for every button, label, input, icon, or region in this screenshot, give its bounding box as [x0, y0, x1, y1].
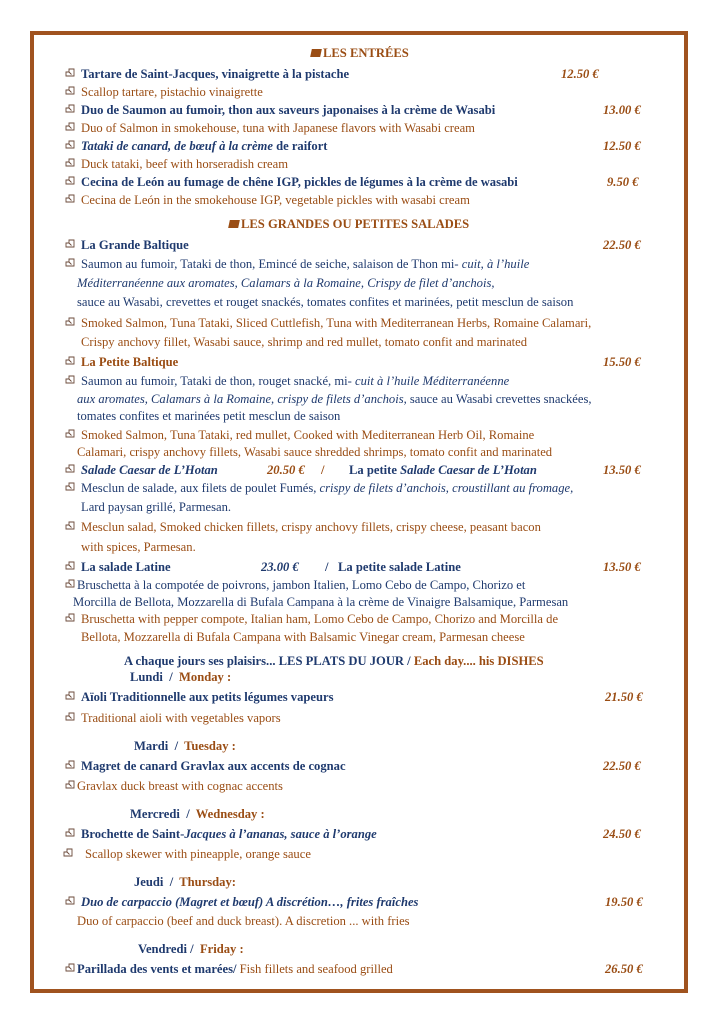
dish-translation: Duck tataki, beef with horseradish cream [81, 157, 289, 171]
menu-bullet-icon [65, 464, 75, 473]
menu-bullet-icon [65, 86, 75, 95]
dish-translation: Smoked Salmon, Tuna Tataki, Sliced Cuttlefish, Tuna with Mediterranean Herbs, Romaine Calamari, [81, 316, 592, 330]
dish-translation: Duo of Salmon in smokehouse, tuna with Japanese flavors with Wasabi cream [81, 121, 475, 135]
dish-name: La Grande Baltique [81, 238, 189, 252]
dish-name: Duo de carpaccio (Magret et bœuf) A discrétion…, frites fraîches [81, 895, 419, 909]
dish-name: Aïoli Traditionnelle aux petits légumes vapeurs [81, 690, 334, 704]
menu-bullet-icon [65, 356, 75, 365]
dish-description: Bruschetta à la compotée de poivrons, jambon Italien, Lomo Cebo de Campo, Chorizo et [77, 578, 526, 592]
menu-bullet-icon [65, 239, 75, 248]
menu-bullet-icon [65, 122, 75, 131]
menu-bullet-icon [65, 828, 75, 837]
dish-price: 21.50 € [605, 690, 643, 704]
dish-description: aux aromates, Calamars à la Romaine, crispy de filets d’anchois, sauce au Wasabi crevettes snackées, [77, 392, 592, 406]
dish-translation: Scallop tartare, pistachio vinaigrette [81, 85, 263, 99]
menu-bullet-icon [65, 760, 75, 769]
dish-translation: Duo of carpaccio (beef and duck breast). A discretion ... with fries [77, 914, 410, 928]
dish-description: tomates confites et marinées petit mesclun de saison [77, 409, 341, 423]
dish-price: 22.50 € [603, 759, 641, 773]
dish-name: Tataki de canard, de bœuf à la crème de raifort [81, 139, 328, 153]
menu-bullet-icon [65, 963, 75, 972]
dish-price: 24.50 € [603, 827, 641, 841]
dish-translation: Bruschetta with pepper compote, Italian ham, Lomo Cebo de Campo, Chorizo and Morcilla de [81, 612, 559, 626]
section-square-icon [228, 220, 240, 228]
dish-price: 13.00 € [603, 103, 641, 117]
plats-du-jour-intro: A chaque jours ses plaisirs... LES PLATS DU JOUR / Each day.... his DISHES [124, 654, 544, 668]
menu-bullet-icon [65, 691, 75, 700]
dish-name-small: La petite salade Latine [338, 560, 461, 574]
dish-translation: Traditional aioli with vegetables vapors [81, 711, 281, 725]
dish-name: La salade Latine [81, 560, 171, 574]
price-separator: / [321, 463, 325, 477]
dish-price: 19.50 € [605, 895, 643, 909]
dish-price: 12.50 € [561, 67, 599, 81]
dish-name: Brochette de Saint-Jacques à l’ananas, sauce à l’orange [81, 827, 377, 841]
dish-name: Magret de canard Gravlax aux accents de cognac [81, 759, 346, 773]
dish-translation: Gravlax duck breast with cognac accents [77, 779, 283, 793]
dish-description: sauce au Wasabi, crevettes et rouget snackés, tomates confites et marinées, petit mesclun de saison [77, 295, 574, 309]
menu-bullet-icon [65, 375, 75, 384]
dish-translation: Smoked Salmon, Tuna Tataki, red mullet, Cooked with Mediterranean Herb Oil, Romaine [81, 428, 535, 442]
day-heading: Jeudi / Thursday: [134, 875, 236, 889]
dish-name: Salade Caesar de L’Hotan [81, 463, 218, 477]
dish-price: 9.50 € [607, 175, 639, 189]
day-heading: Mercredi / Wednesday : [130, 807, 265, 821]
menu-bullet-icon [65, 561, 75, 570]
dish-translation: Mesclun salad, Smoked chicken fillets, crispy anchovy fillets, crispy cheese, peasant bacon [81, 520, 541, 534]
dish-price: 15.50 € [603, 355, 641, 369]
dish-price: 23.00 € [261, 560, 299, 574]
menu-bullet-icon [65, 712, 75, 721]
dish-description: Lard paysan grillé, Parmesan. [81, 500, 232, 514]
menu-bullet-icon [65, 158, 75, 167]
menu-bullet-icon [65, 140, 75, 149]
dish-translation: Calamari, crispy anchovy fillets, Wasabi sauce shredded shrimps, tomato confit and marinated [77, 445, 553, 459]
dish-price: 22.50 € [603, 238, 641, 252]
dish-description: Saumon au fumoir, Tataki de thon, Emincé de seiche, salaison de Thon mi- cuit, à l’huile [81, 257, 530, 271]
price-separator: / [325, 560, 329, 574]
dish-price: 26.50 € [605, 962, 643, 976]
dish-description: Mesclun de salade, aux filets de poulet Fumés, crispy de filets d’anchois, croustillant au fromage, [81, 481, 574, 495]
menu-bullet-icon [65, 521, 75, 530]
dish-name: La Petite Baltique [81, 355, 179, 369]
day-heading: Mardi / Tuesday : [134, 739, 236, 753]
dish-name: Duo de Saumon au fumoir, thon aux saveurs japonaises à la crème de Wasabi [81, 103, 496, 117]
section-title-entrees: LES ENTRÉES [311, 46, 409, 61]
menu-bullet-icon [65, 194, 75, 203]
dish-description: Saumon au fumoir, Tataki de thon, rouget snacké, mi- cuit à l’huile Méditerranéenne [81, 374, 510, 388]
dish-name-small: La petite Salade Caesar de L’Hotan [349, 463, 537, 477]
menu-bullet-icon [65, 104, 75, 113]
day-heading: Vendredi / Friday : [138, 942, 244, 956]
menu-bullet-icon [65, 68, 75, 77]
menu-bullet-icon [65, 482, 75, 491]
dish-translation: Scallop skewer with pineapple, orange sauce [85, 847, 311, 861]
dish-description: Méditerranéenne aux aromates, Calamars à la Romaine, Crispy de filet d’anchois, [77, 276, 495, 290]
menu-bullet-icon [65, 579, 75, 588]
dish-price: 20.50 € [267, 463, 305, 477]
dish-translation: with spices, Parmesan. [81, 540, 196, 554]
menu-bullet-icon [65, 429, 75, 438]
menu-bullet-icon [65, 613, 75, 622]
section-square-icon [310, 49, 322, 57]
menu-bullet-icon [63, 848, 73, 857]
menu-bullet-icon [65, 896, 75, 905]
menu-bullet-icon [65, 176, 75, 185]
section-title-salades: LES GRANDES OU PETITES SALADES [229, 217, 469, 232]
dish-name: Tartare de Saint-Jacques, vinaigrette à la pistache [81, 67, 350, 81]
dish-price: 13.50 € [603, 560, 641, 574]
dish-price: 13.50 € [603, 463, 641, 477]
dish-translation: Crispy anchovy fillet, Wasabi sauce, shrimp and red mullet, tomato confit and marinated [81, 335, 528, 349]
menu-bullet-icon [65, 258, 75, 267]
dish-name: Parillada des vents et marées/ Fish fillets and seafood grilled [77, 962, 393, 976]
dish-price: 12.50 € [603, 139, 641, 153]
dish-description: Morcilla de Bellota, Mozzarella di Bufala Campana à la crème de Vinaigre Balsamique, Parmesan [73, 595, 569, 609]
menu-bullet-icon [65, 317, 75, 326]
menu-bullet-icon [65, 780, 75, 789]
dish-translation: Bellota, Mozzarella di Bufala Campana with Balsamic Vinegar cream, Parmesan cheese [81, 630, 525, 644]
dish-translation: Cecina de León in the smokehouse IGP, vegetable pickles with wasabi cream [81, 193, 470, 207]
day-heading: Lundi / Monday : [130, 670, 232, 684]
dish-name: Cecina de León au fumage de chêne IGP, pickles de légumes à la crème de wasabi [81, 175, 518, 189]
